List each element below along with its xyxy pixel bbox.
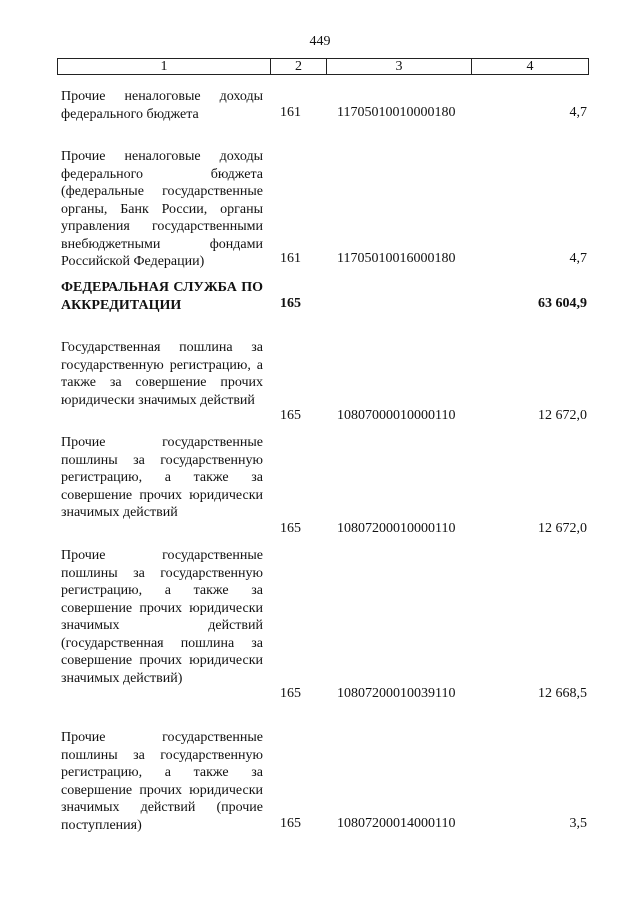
header-col-2: 2	[271, 59, 327, 74]
row-name: Прочие государственные пошлины за государственную регистрацию, а также за совершение прочих юридически значимых действий	[61, 435, 263, 520]
row-kbk: 10807200014000110	[337, 816, 456, 831]
header-col-3: 3	[327, 59, 472, 74]
page-number: 449	[309, 34, 331, 49]
header-col-1: 1	[58, 59, 271, 74]
row-amount: 4,7	[569, 105, 587, 120]
row-amount: 3,5	[569, 816, 587, 831]
row-kbk: 10807000010000110	[337, 408, 456, 423]
row-name: Прочие государственные пошлины за государственную регистрацию, а также за совершение прочих юридически значимых действий (государственная пошлина за совершение прочих юридически значимых действий)	[61, 548, 263, 686]
row-admin-code: 165	[280, 686, 301, 701]
table-header	[57, 58, 589, 75]
row-admin-code: 165	[280, 816, 301, 831]
header-col-4: 4	[526, 59, 534, 74]
row-name: ФЕДЕРАЛЬНАЯ СЛУЖБА ПО АККРЕДИТАЦИИ	[61, 280, 263, 313]
row-amount: 63 604,9	[538, 296, 587, 311]
row-kbk: 10807200010039110	[337, 686, 456, 701]
row-admin-code: 165	[280, 296, 301, 311]
row-amount: 12 672,0	[538, 408, 587, 423]
row-admin-code: 161	[280, 251, 301, 266]
row-name: Прочие государственные пошлины за государственную регистрацию, а также за совершение прочих юридически значимых действий (прочие поступления)	[61, 730, 263, 833]
row-admin-code: 165	[280, 521, 301, 536]
row-kbk: 11705010016000180	[337, 251, 456, 266]
row-name: Прочие неналоговые доходы федерального бюджета (федеральные государственные органы, Банк России, органы управления государственными внебюджетными фондами Российской Федерации)	[61, 149, 263, 269]
row-kbk: 11705010010000180	[337, 105, 456, 120]
row-name: Прочие неналоговые доходы федерального бюджета	[61, 89, 263, 122]
row-kbk: 10807200010000110	[337, 521, 456, 536]
row-admin-code: 165	[280, 408, 301, 423]
row-amount: 12 672,0	[538, 521, 587, 536]
row-amount: 4,7	[569, 251, 587, 266]
row-admin-code: 161	[280, 105, 301, 120]
row-name: Государственная пошлина за государственную регистрацию, а также за совершение прочих юридически значимых действий	[61, 340, 263, 408]
row-amount: 12 668,5	[538, 686, 587, 701]
